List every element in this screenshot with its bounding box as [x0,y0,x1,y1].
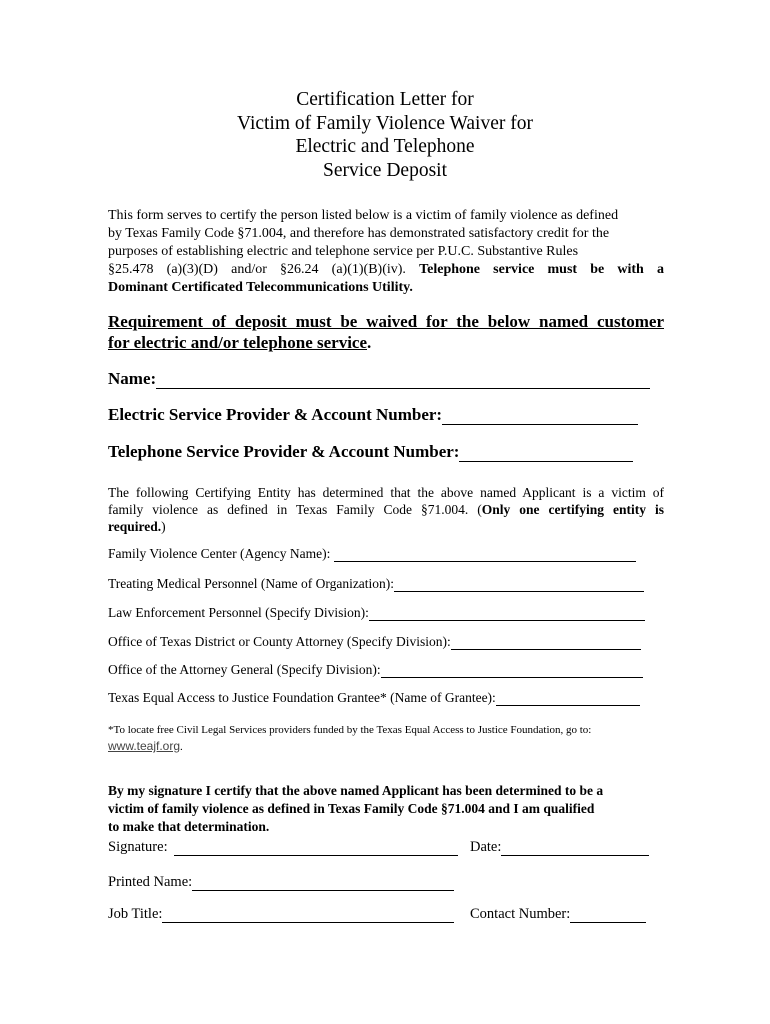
date-blank[interactable] [501,843,649,856]
requirement-text-2: for electric and/or telephone service [108,333,368,352]
entity-label: Treating Medical Personnel (Name of Organization): [108,576,395,591]
printed-name-blank[interactable] [192,878,454,891]
entity-attorney-general [108,662,643,678]
intro-line-5 [108,279,664,297]
dominant-utility-note: Dominant Certificated Telecommunications Utility. [108,280,413,295]
title-line-3: Electric and Telephone [295,136,475,157]
document-title [0,88,770,182]
entity-family-violence-center [108,546,636,562]
entity-blank[interactable] [369,608,645,621]
required-note: required. [108,519,162,534]
intro-line-3: purposes of establishing electric and telephone service per P.U.C. Substantive Rules [108,244,579,259]
footnote [108,722,591,755]
title-line-2: Victim of Family Violence Waiver for [237,112,533,134]
requirement-line-1 [108,311,664,332]
certifying-text-2: family violence as defined in Texas Family Code §71.004. ( [108,502,482,517]
printed-name-field [108,874,454,891]
telephone-provider-blank[interactable] [459,447,633,462]
entity-law-enforcement [108,605,645,621]
declaration-line-2: victim of family violence as defined in Texas Family Code §71.004 and I am qualified [108,801,595,816]
closing-paren: ) [161,519,166,534]
entity-district-county-attorney [108,634,641,650]
telephone-provider-label: Telephone Service Provider & Account Number: [108,442,460,461]
signature-label: Signature: [108,839,168,855]
date-field [470,839,649,856]
date-label: Date: [470,839,502,855]
contact-number-blank[interactable] [570,910,646,923]
entity-blank[interactable] [451,637,641,650]
teajf-link[interactable]: www.teajf.org [108,739,181,753]
name-label: Name: [108,369,157,388]
entity-blank[interactable] [381,665,643,678]
electric-provider-label: Electric Service Provider & Account Number: [108,405,443,424]
title-line-1: Certification Letter for [296,89,474,110]
entity-label: Office of Texas District or County Attorney (Specify Division): [108,634,451,649]
deposit-waiver-requirement [108,311,664,353]
only-one-entity-note: Only one certifying entity is [481,502,664,517]
entity-blank[interactable] [496,693,640,706]
footnote-link-line [108,738,591,755]
declaration-line-1: By my signature I certify that the above named Applicant has been determined to be a [108,783,604,798]
entity-teajf-grantee [108,690,640,706]
contact-number-field [470,906,646,923]
intro-line-4 [108,261,664,279]
requirement-period: . [367,333,372,352]
signature-declaration [108,782,603,836]
signature-blank[interactable] [174,843,458,856]
footnote-period: . [180,741,183,753]
entity-label: Law Enforcement Personnel (Specify Division): [108,605,369,620]
printed-name-label: Printed Name: [108,874,193,890]
electric-provider-blank[interactable] [442,410,638,425]
requirement-text-1: Requirement of deposit must be waived for the below named customer [108,312,664,331]
entity-blank[interactable] [394,579,644,592]
telephone-provider-field [108,442,633,462]
requirement-line-2 [108,332,664,353]
footnote-text: *To locate free Civil Legal Services providers funded by the Texas Equal Access to Justice Foundation, go to: [108,724,592,736]
title-line-4: Service Deposit [322,159,447,181]
contact-number-label: Contact Number: [470,906,571,922]
signature-field [108,839,458,856]
customer-name-field [108,369,650,389]
entity-label: Office of the Attorney General (Specify Division): [108,662,381,677]
intro-line-1: This form serves to certify the person listed below is a victim of family violence as defined [108,208,619,223]
job-title-field [108,906,454,923]
declaration-line-3: to make that determination. [108,819,270,834]
certifying-line-1: The following Certifying Entity has determined that the above named Applicant is a victim of [108,485,664,500]
entity-blank[interactable] [334,549,636,562]
entity-label: Family Violence Center (Agency Name): [108,546,331,561]
certifying-line-3 [108,518,664,535]
rules-citation: §25.478 (a)(3)(D) and/or §26.24 (a)(1)(B)(iv). [108,262,406,277]
name-blank[interactable] [156,374,650,389]
entity-label: Texas Equal Access to Justice Foundation Grantee* (Name of Grantee): [108,690,496,705]
entity-medical-personnel [108,576,644,592]
intro-line-2: by Texas Family Code §71.004, and therefore has demonstrated satisfactory credit for the [108,226,610,241]
intro-paragraph [108,207,664,297]
job-title-blank[interactable] [162,910,454,923]
job-title-label: Job Title: [108,906,163,922]
electric-provider-field [108,405,638,425]
telephone-requirement: Telephone service must be with a [419,262,664,277]
certifying-entity-paragraph [108,484,664,535]
certifying-line-2 [108,501,664,518]
